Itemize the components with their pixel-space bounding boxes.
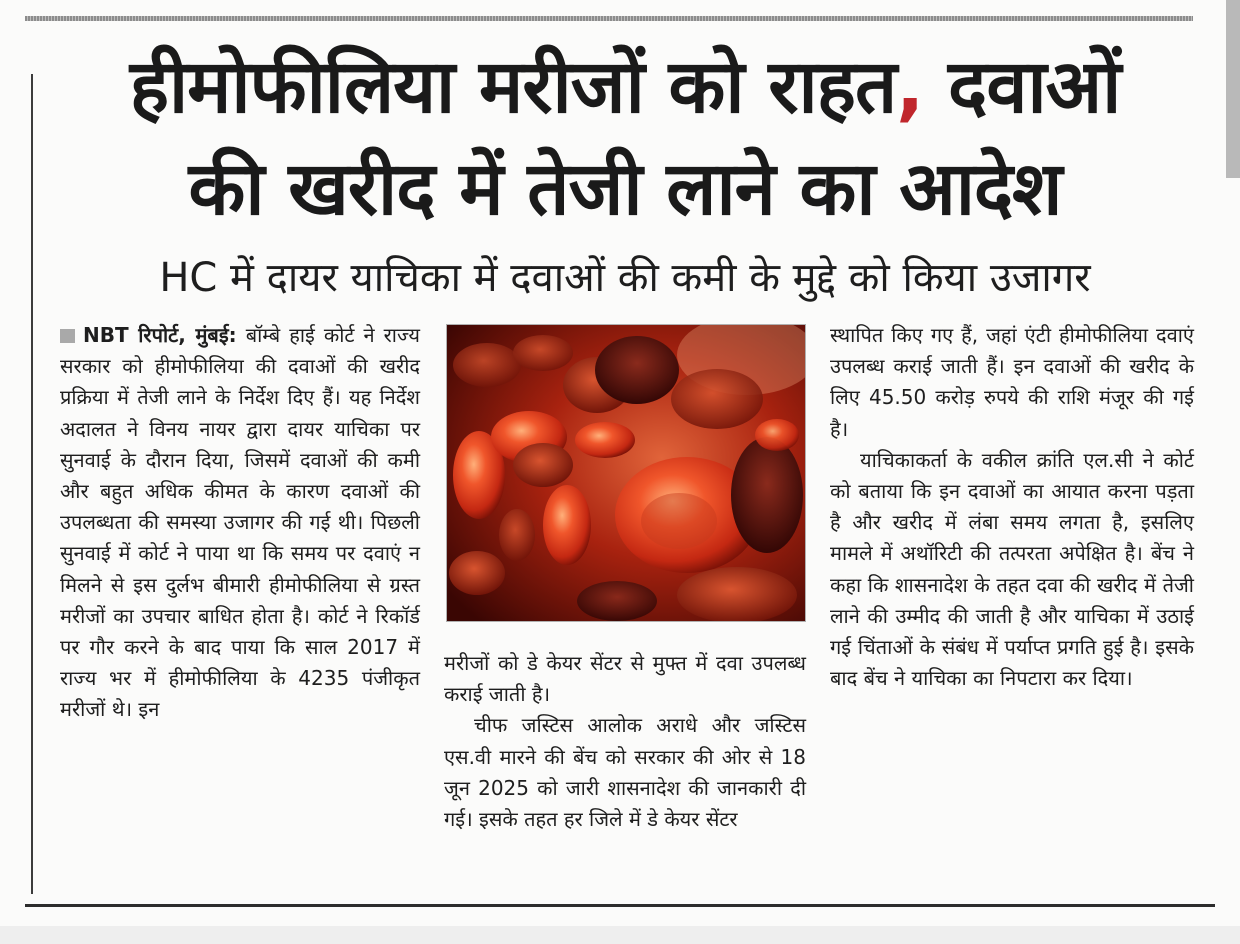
article-paragraph-1 (60, 320, 420, 726)
headline (40, 36, 1210, 240)
top-divider (25, 16, 1193, 21)
article-column-2-paragraph-1: मरीजों को डे केयर सेंटर से मुफ्त में दवा उपलब्ध कराई जाती है। (444, 651, 806, 707)
bottom-divider (25, 904, 1215, 907)
article-column-1-text: बॉम्बे हाई कोर्ट ने राज्य सरकार को हीमोफीलिया की दवाओं की खरीद प्रक्रिया में तेजी लाने के निर्देश दिए हैं। यह निर्देश अदालत ने विनय नायर द्वारा दायर याचिका पर सुनवाई के दौरान दिया, जिसमें दवाओं की कमी और बहुत अधिक कीमत के कारण दवाओं की उपलब्धता की समस्या उजागर की गई थी। पिछली सुनवाई में कोर्ट ने पाया था कि समय पर दवाएं न मिलने से इस दुर्लभ बीमारी हीमोफीलिया से ग्रस्त मरीजों का उपचार बाधित होता है। कोर्ट ने रिकॉर्ड पर गौर करने के बाद पाया कि साल 2017 में राज्य भर में हीमोफीलिया के 4235 पंजीकृत मरीजों थे। इन (60, 323, 421, 722)
red-blood-cells-photo (446, 324, 806, 622)
dateline: NBT रिपोर्ट, मुंबई: (83, 323, 237, 347)
article-column-3 (830, 320, 1194, 694)
headline-line-1 (40, 36, 1210, 138)
article-column-2 (444, 648, 806, 835)
page-edge-strip (1226, 0, 1240, 178)
headline-comma: , (896, 44, 924, 130)
blood-cells-illustration (447, 325, 805, 621)
left-column-rule (31, 74, 33, 894)
subheadline: HC में दायर याचिका में दवाओं की कमी के मुद्दे को किया उजागर (159, 255, 1091, 301)
headline-line-2: की खरीद में तेजी लाने का आदेश (188, 146, 1062, 232)
article-column-3-paragraph-1: स्थापित किए गए हैं, जहां एंटी हीमोफीलिया दवाएं उपलब्ध कराई जाती हैं। इन दवाओं की खरीद के लिए 45.50 करोड़ रुपये की राशि मंजूर की गई है। (830, 323, 1194, 441)
dateline-square-icon (60, 329, 75, 343)
headline-line-1-part-1: हीमोफीलिया मरीजों को राहत (129, 44, 897, 130)
article-column-2-paragraph-2: चीफ जस्टिस आलोक अराधे और जस्टिस एस.वी मारने की बेंच को सरकार की ओर से 18 जून 2025 को जारी शासनादेश की जानकारी दी गई। इसके तहत हर जिले में डे केयर सेंटर (444, 713, 806, 832)
headline-line-1-part-2: दवाओं (923, 44, 1121, 130)
article-column-1 (60, 320, 420, 726)
article-column-3-paragraph-2: याचिकाकर्ता के वकील क्रांति एल.सी ने कोर्ट को बताया कि इन दवाओं का आयात करना पड़ता है और खरीद में लंबा समय लगता है, इसलिए मामले में अथॉरिटी की तत्परता अपेक्षित है। बेंच ने कहा कि शासनादेश के तहत दवा की खरीद में तेजी लाने की उम्मीद की जाती है और याचिका में उठाई गई चिंताओं के संबंध में पर्याप्त प्रगति हुई है। इसके बाद बेंच ने याचिका का निपटारा कर दिया। (830, 447, 1194, 691)
bottom-margin-band (0, 926, 1240, 944)
